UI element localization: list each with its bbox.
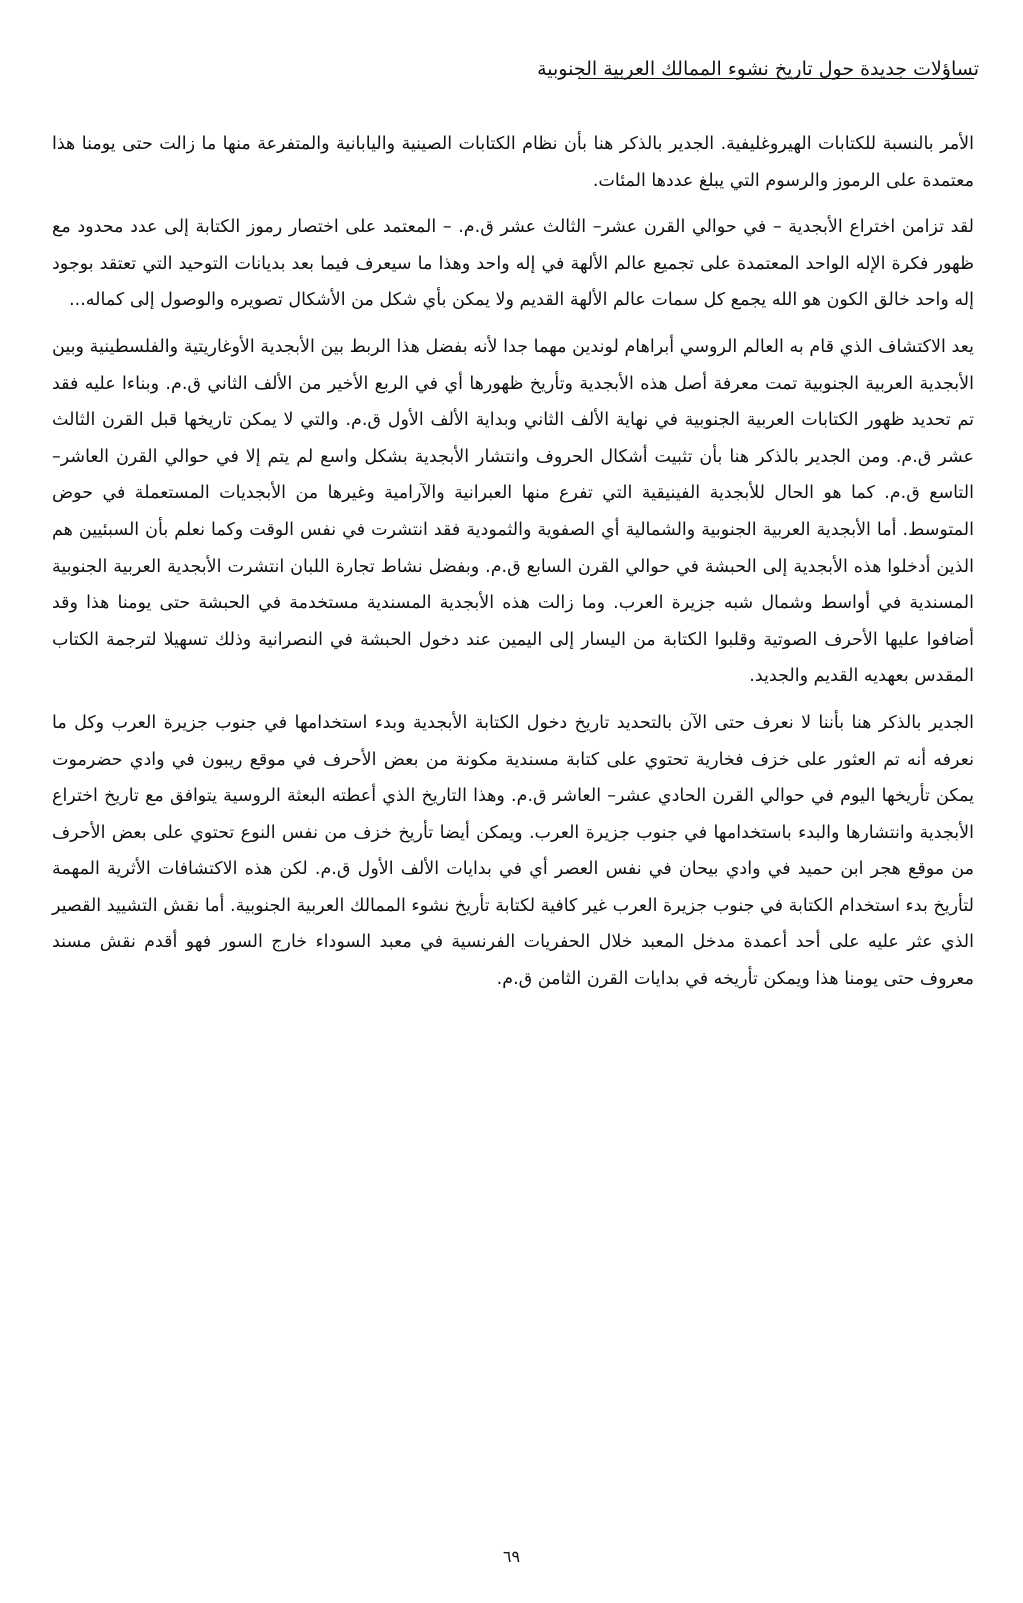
running-header: تساؤلات جديدة حول تاريخ نشوء الممالك العربية الجنوبية — [537, 58, 979, 80]
paragraph-2: لقد تزامن اختراع الأبجدية – في حوالي القرن عشر– الثالث عشر ق.م. – المعتمد على اختصار رموز الكتابة إلى عدد محدود مع ظهور فكرة الإله الواحد المعتمدة على تجميع عالم الألهة في إله واحد وهذا ما سيعرف فيما بعد بديانات التوحيد التي تعتقد بوجود إله واحد خالق الكون هو الله يجمع كل سمات عالم الألهة القديم ولا يمكن بأي شكل من الأشكال تصويره والوصول إلى كماله... — [52, 217, 974, 311]
page-number: ٦٩ — [502, 1547, 521, 1566]
paragraph-1: الأمر بالنسبة للكتابات الهيروغليفية. الجدير بالذكر هنا بأن نظام الكتابات الصينية واليابانية والمتفرعة منها ما زالت حتى يومنا هذا معتمدة على الرموز والرسوم التي يبلغ عددها المئات. — [52, 134, 974, 191]
header-rule — [578, 78, 974, 79]
body-text — [52, 126, 974, 1008]
paragraph-3: يعد الاكتشاف الذي قام به العالم الروسي أبراهام لوندين مهما جدا لأنه بفضل هذا الربط بين الأبجدية الأوغاريتية والفلسطينية وبين الأبجدية العربية الجنوبية تمت معرفة أصل هذه الأبجدية وتأريخ ظهورها أي في الربع الأخير من الألف الثاني ق.م. وبناءا عليه فقد تم تحديد ظهور الكتابات العربية الجنوبية في نهاية الألف الثاني وبداية الألف الأول ق.م. والتي لا يمكن تاريخها قبل القرن الثالث عشر ق.م. ومن الجدير بالذكر هنا بأن تثبيت أشكال الحروف وانتشار الأبجدية بشكل واسع لم يتم إلا في حوالي القرن العاشر– التاسع ق.م. كما هو الحال للأبجدية الفينيقية التي تفرع منها العبرانية والآرامية وغيرها من الأبجديات المستعملة في حوض المتوسط. أما الأبجدية العربية الجنوبية والشمالية أي الصفوية والثمودية فقد انتشرت في نفس الوقت وكما نعلم بأن السبئيين هم الذين أدخلوا هذه الأبجدية إلى الحبشة في حوالي القرن السابع ق.م. وبفضل نشاط تجارة اللبان انتشرت الأبجدية العربية الجنوبية المسندية في أواسط وشمال شبه جزيرة العرب. وما زالت هذه الأبجدية المسندية مستخدمة في الحبشة حتى يومنا هذا وقد أضافوا عليها الأحرف الصوتية وقلبوا الكتابة من اليسار إلى اليمين عند دخول الحبشة في النصرانية وذلك تسهيلا لترجمة الكتاب المقدس بعهديه القديم والجديد. — [52, 336, 974, 687]
paragraph-4: الجدير بالذكر هنا بأننا لا نعرف حتى الآن بالتحديد تاريخ دخول الكتابة الأبجدية وبدء استخدامها في جنوب جزيرة العرب وكل ما نعرفه أنه تم العثور على خزف فخارية تحتوي على كتابة مسندية مكونة من بعض الأحرف في موقع ريبون في وادي حضرموت يمكن تأريخها اليوم في حوالي القرن الحادي عشر– العاشر ق.م. وهذا التاريخ الذي أعطته البعثة الروسية يتوافق مع تاريخ اختراع الأبجدية وانتشارها والبدء باستخدامها في جنوب جزيرة العرب. ويمكن أيضا تأريخ خزف من نفس النوع تحتوي على بعض الأحرف من موقع هجر ابن حميد في وادي بيحان في نفس العصر أي في بدايات الألف الأول ق.م. لكن هذه الاكتشافات الأثرية المهمة لتأريخ بدء استخدام الكتابة في جنوب جزيرة العرب غير كافية لكتابة تأريخ نشوء الممالك العربية الجنوبية. أما نقش التشييد القصير الذي عثر عليه على أحد أعمدة مدخل المعبد خلال الحفريات الفرنسية في معبد السوداء خارج السور فهو أقدم نقش مسند معروف حتى يومنا هذا ويمكن تأريخه في بدايات القرن الثامن ق.م. — [52, 712, 974, 990]
